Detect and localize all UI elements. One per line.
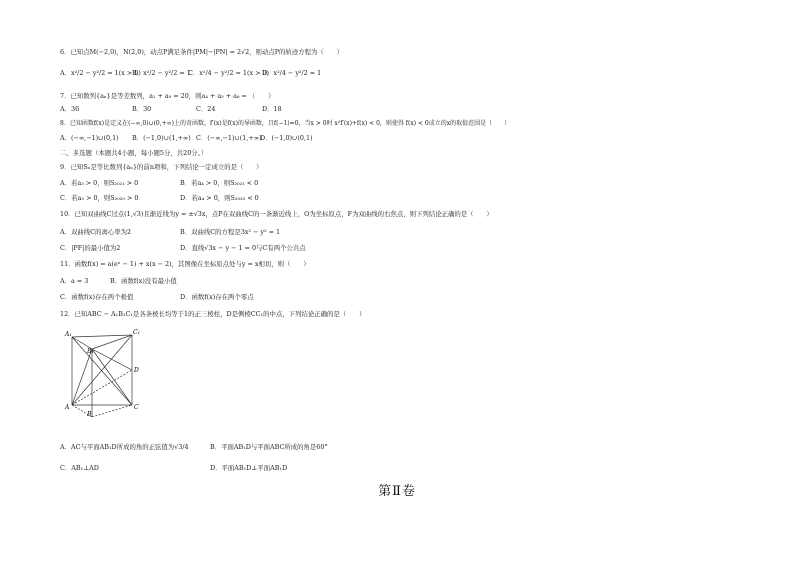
question-7-option-a: A．36	[60, 105, 80, 113]
question-12-option-c: C．AB₁⊥AD	[60, 464, 99, 472]
question-10-option-b: B．双曲线C的方程是3x² − y² = 1	[180, 228, 281, 236]
label-c: C	[134, 404, 139, 411]
label-b1: B₁	[87, 348, 94, 355]
question-10-option-c: C．|PF|的最小值为2	[60, 244, 121, 252]
question-7-stem: 7．已知数列{aₙ}是等差数列，a₁ + a₉ = 20，则a₄ + a₅ + a₆ = （ ）	[60, 92, 275, 100]
question-12-option-a: A．AC与平面AB₁D所成的角的正弦值为√3/4	[60, 443, 189, 451]
question-7-option-d: D．18	[262, 105, 282, 113]
question-9-option-d: D．若a₄ > 0，则S₂₀₂₀ < 0	[180, 194, 259, 202]
question-12-option-d: D．平面AB₁D⊥平面AB₁D	[210, 464, 288, 472]
label-a: A	[65, 404, 70, 411]
question-8-option-d: D．(−1,0)∪(0,1)	[260, 134, 313, 142]
question-6-option-a: A．x²/2 − y²/2 = 1(x > 0)	[60, 69, 141, 77]
question-8-option-b: B．(−1,0)∪(1,+∞)	[132, 134, 191, 142]
section-2-heading: 二、多选题（本题共4小题，每小题5分，共20分。）	[60, 149, 208, 157]
question-11-option-a: A．a = 3	[60, 277, 89, 285]
part-title: 第Ⅱ卷	[378, 484, 416, 499]
prism-figure	[62, 327, 152, 417]
question-6-option-d: D．x²/4 − y²/2 = 1	[262, 69, 322, 77]
label-b: B	[87, 411, 92, 417]
question-8-option-c: C．(−∞,−1)∪(1,+∞)	[196, 134, 262, 142]
question-8-option-a: A．(−∞,−1)∪(0,1)	[60, 134, 119, 142]
question-11-option-d: D．函数f(x)存在两个零点	[180, 293, 254, 301]
question-9-option-c: C．若a₃ > 0，则S₂₀₂₀ > 0	[60, 194, 139, 202]
question-11-stem: 11．函数f(x) = a(eˣ − 1) + x(x − 2)，其图像在坐标原点处与y = x相切，则（ ）	[60, 260, 310, 268]
question-6-option-b: B．x²/2 − y²/2 = 1	[132, 69, 191, 77]
question-9-option-a: A．若a₃ > 0，则S₂₀₂₁ > 0	[60, 179, 139, 187]
label-d: D	[134, 367, 139, 374]
question-7-option-b: B．30	[132, 105, 152, 113]
label-c1: C₁	[133, 329, 140, 336]
question-9-option-b: B．若a₄ > 0，则S₂₀₂₁ < 0	[180, 179, 259, 187]
question-10-option-d: D．直线√3x − y − 1 = 0与C有两个公共点	[180, 244, 306, 252]
question-11-option-b: B．函数f(x)没有最小值	[110, 277, 177, 285]
question-6-option-c: C．x²/4 − y²/2 = 1(x > 0)	[188, 69, 270, 77]
question-12-option-b: B．平面AB₁D与平面ABC所成的角是60°	[210, 443, 328, 451]
question-8-stem: 8．已知函数f(x)是定义在(−∞,0)∪(0,+∞)上的奇函数，f′(x)是f(x)的导函数，且f(−1)=0，当x > 0时 x²f′(x)+f(x) < 0，则使得 f(x) < 0成立的x的取值范围是（ ）	[60, 120, 511, 127]
question-7-option-c: C．24	[196, 105, 216, 113]
question-10-stem: 10．已知双曲线C过点(1,√3)且渐近线为y = ±√3x，点P在双曲线C的一条渐近线上，O为坐标原点，F为双曲线的右焦点，则下列结论正确的是（ ）	[60, 210, 493, 218]
question-11-option-c: C．函数f(x)存在两个极值	[60, 293, 134, 301]
question-9-stem: 9．已知Sₙ是等比数列{aₙ}的前n项和，下列结论一定成立的是（ ）	[60, 163, 263, 171]
question-12-stem: 12．已知ABC − A₁B₁C₁是各条棱长均等于1的正三棱柱，D是侧棱CC₁的中点，下列结论正确的是（ ）	[60, 310, 366, 318]
question-10-option-a: A．双曲线C的离心率为2	[60, 228, 132, 236]
question-6-stem: 6．已知点M(−2,0)，N(2,0)，动点P满足条件|PM|−|PN| = 2√2，则动点P的轨迹方程为（ ）	[60, 48, 343, 56]
label-a1: A₁	[65, 331, 72, 338]
